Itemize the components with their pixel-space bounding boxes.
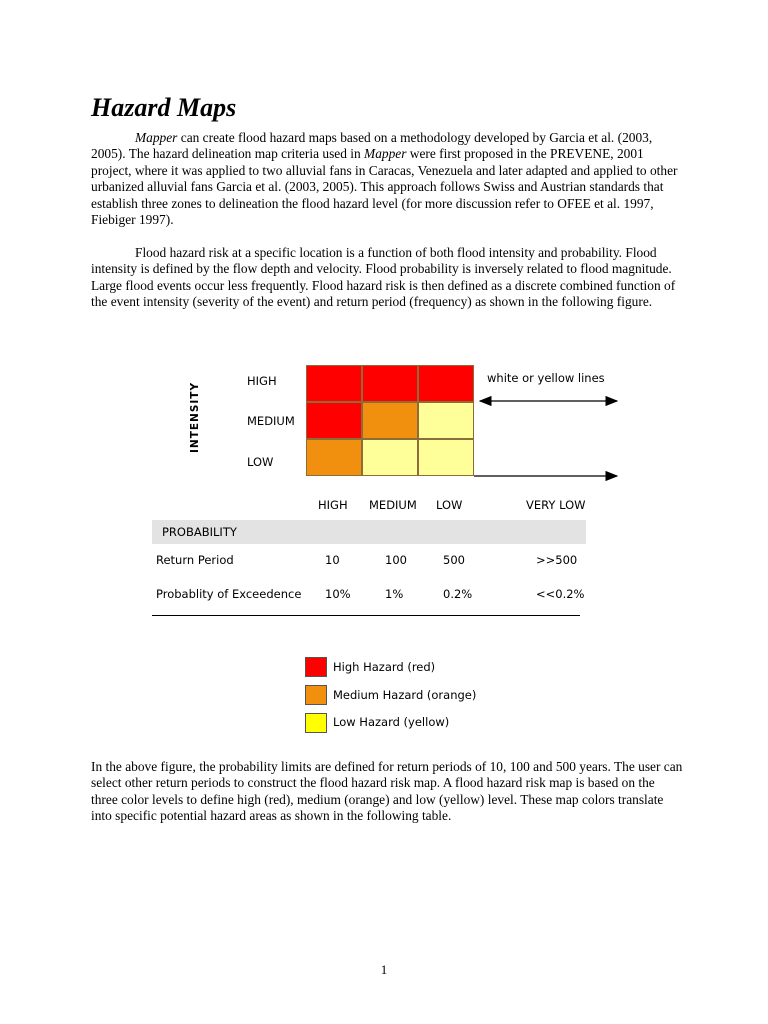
legend-swatch-medium: [305, 685, 327, 705]
legend-swatch-high: [305, 657, 327, 677]
exceedence-label: Probablity of Exceedence: [156, 587, 302, 601]
mapper-term: Mapper: [364, 146, 407, 162]
probability-level-high: HIGH: [318, 498, 348, 512]
probability-level-low: LOW: [436, 498, 463, 512]
mapper-term: Mapper: [135, 130, 178, 145]
intensity-axis-label: INTENSITY: [189, 381, 201, 453]
figure-divider: [152, 615, 580, 616]
legend-label-medium: Medium Hazard (orange): [333, 688, 477, 702]
return-period-value: >>500: [536, 553, 578, 567]
page-title: Hazard Maps: [91, 93, 237, 122]
legend-label-high: High Hazard (red): [333, 660, 436, 674]
return-period-value: 10: [325, 553, 340, 567]
exceedence-value: 10%: [325, 587, 351, 601]
exceedence-value: <<0.2%: [536, 587, 585, 601]
paragraph-probability-limits: In the above figure, the probability limits are defined for return periods of 10, 100 and 500 years. The user can select other return periods to construct the flood hazard risk map. A flood hazard risk map is based on the three color levels to define high (red), medium (orange) and low (yellow) level. These map colors translate into specific potential hazard areas as shown in the following table.: [91, 759, 683, 824]
intensity-level-medium: MEDIUM: [247, 414, 295, 428]
intensity-level-low: LOW: [247, 455, 274, 469]
probability-header-bar: [152, 520, 586, 544]
return-period-label: Return Period: [156, 553, 234, 567]
return-period-value: 500: [443, 553, 465, 567]
return-period-value: 100: [385, 553, 407, 567]
page-number: 1: [380, 962, 388, 977]
exceedence-value: 0.2%: [443, 587, 473, 601]
legend-label-low: Low Hazard (yellow): [333, 715, 450, 729]
line-annotation: white or yellow lines: [487, 371, 605, 385]
legend-swatch-low: [305, 713, 327, 733]
exceedence-value: 1%: [385, 587, 404, 601]
probability-level-very-low: VERY LOW: [526, 498, 586, 512]
paragraph-risk-definition: Flood hazard risk at a specific location is a function of both flood intensity and probability. Flood intensity is defined by the flow depth and velocity. Flood probability is inversely related to flood magnitude. Large flood events occur less frequently. Flood hazard risk is then defined as a discrete combined function of the event intensity (severity of the event) and return period (frequency) as shown in the following figure.: [91, 245, 676, 310]
probability-header: PROBABILITY: [162, 525, 237, 539]
intensity-level-high: HIGH: [247, 374, 277, 388]
probability-level-medium: MEDIUM: [369, 498, 417, 512]
paragraph-intro-text-a: can create flood hazard maps based on a methodology developed by Garcia et al. (2003, 2005). The hazard delineation map criteria used in: [91, 130, 653, 162]
paragraph-intro-text-b: were first proposed in the PREVENE, 2001 project, where it was applied to two alluvial fans in Caracas, Venezuela and later adapted and applied to other urbanized alluvial fans Garcia et al. (2003, 2005). This approach follows Swiss and Austrian standards that establish three zones to delineation the flood hazard level (for more discussion refer to OFEE et al. 1997, Fiebiger 1997).: [91, 146, 678, 228]
